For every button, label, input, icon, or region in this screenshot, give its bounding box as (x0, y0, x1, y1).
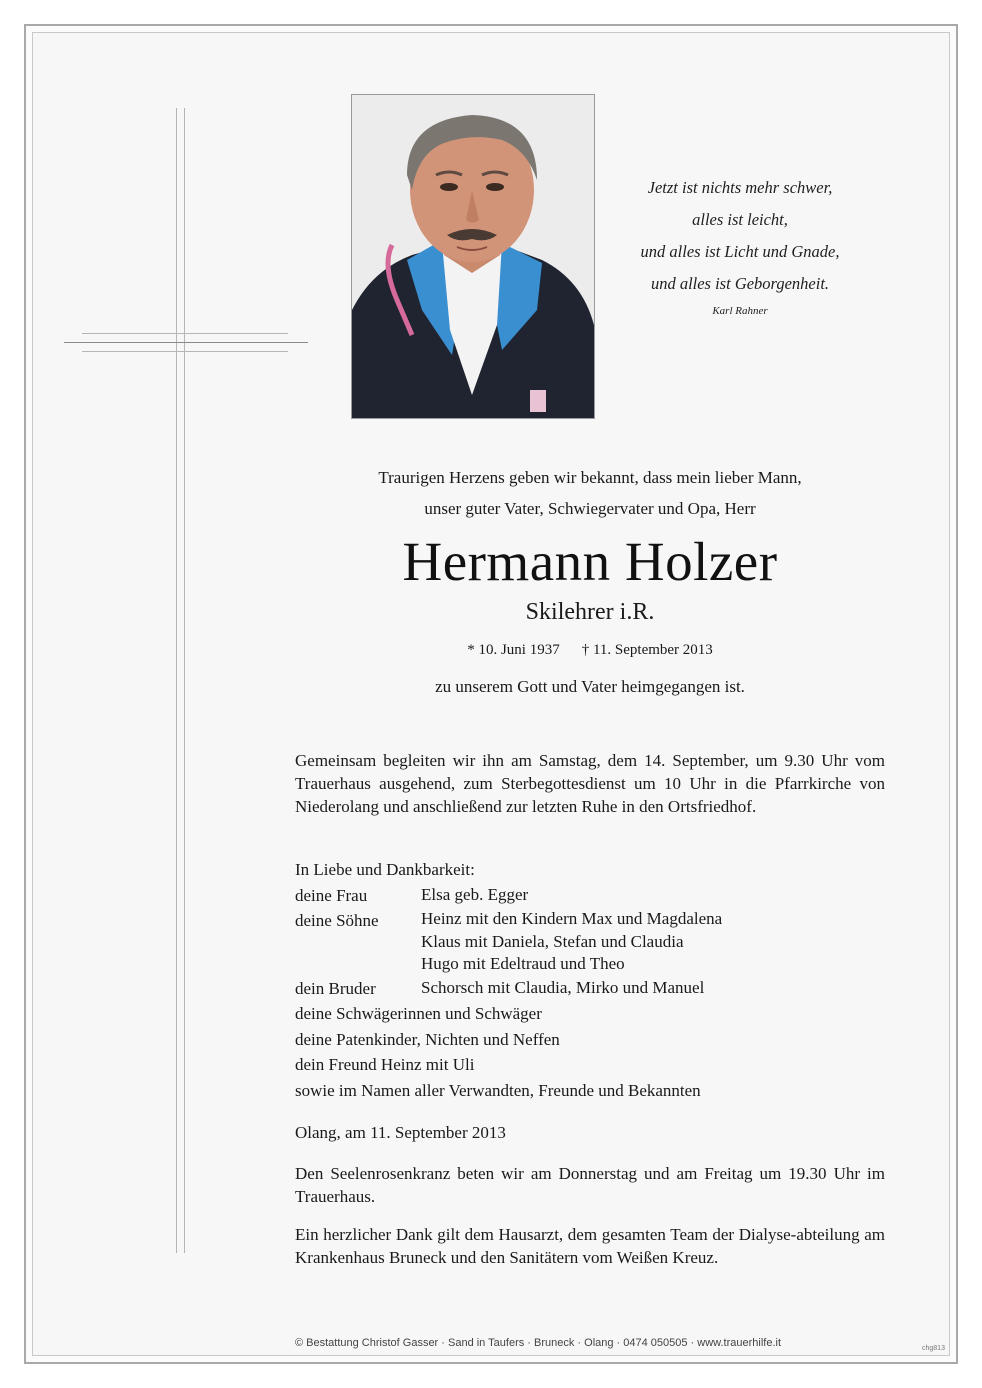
thanks-paragraph: Ein herzlicher Dank gilt dem Hausarzt, dem gesamten Team der Dialyse-abteilung am Krankenhaus Bruneck und den Sanitätern vom Weißen Kreuz. (295, 1225, 885, 1267)
quote-line: alles ist leicht, (692, 210, 788, 229)
relation-label: deine Frau (295, 885, 368, 905)
footer-credit: © Bestattung Christof Gasser · Sand in Taufers · Bruneck · Olang · 0474 050505 · www.trauerhilfe.it (295, 1337, 782, 1349)
funeral-paragraph: Gemeinsam begleiten wir ihn am Samstag, dem 14. September, um 9.30 Uhr vom Trauerhaus ausgehend, zum Sterbegottesdienst um 10 Uhr in die Pfarrkirche von Niederolang und anschließend zur letzten Ruhe in den Ortsfriedhof. (295, 751, 885, 816)
relation-label: dein Bruder (295, 978, 376, 998)
portrait-photo (351, 94, 595, 419)
passed-text: zu unserem Gott und Vater heimgegangen ist. (435, 677, 745, 696)
death-date: † 11. September 2013 (581, 642, 713, 658)
quote-line: und alles ist Licht und Gnade, (640, 242, 840, 261)
relation-names: Schorsch mit Claudia, Mirko und Manuel (421, 977, 705, 997)
rosary-paragraph: Den Seelenrosenkranz beten wir am Donnerstag und am Freitag um 19.30 Uhr im Trauerhaus. (295, 1164, 885, 1206)
family-other: deine Patenkinder, Nichten und Neffen (295, 1029, 560, 1049)
place-date: Olang, am 11. September 2013 (295, 1123, 506, 1142)
family-other: sowie im Namen aller Verwandten, Freunde und Bekannten (295, 1080, 701, 1100)
relation-label: deine Söhne (295, 911, 379, 930)
quote-author: Karl Rahner (712, 305, 768, 317)
family-list (295, 857, 885, 1103)
son-entry: Hugo mit Edeltraud und Theo (421, 954, 625, 973)
family-other: dein Freund Heinz mit Uli (295, 1055, 475, 1074)
birth-date: * 10. Juni 1937 (467, 642, 560, 658)
intro-line: Traurigen Herzens geben wir bekannt, dass mein lieber Mann, (378, 468, 802, 487)
life-dates (300, 638, 880, 662)
intro-line: unser guter Vater, Schwiegervater und Opa, Herr (424, 499, 756, 518)
son-entry: Klaus mit Daniela, Stefan und Claudia (421, 931, 684, 951)
document-code: chg813 (922, 1345, 945, 1352)
son-entry: Heinz mit den Kindern Max und Magdalena (421, 909, 723, 928)
intro-text (300, 462, 880, 524)
relation-names: Elsa geb. Egger (421, 884, 529, 904)
family-row-sons (295, 908, 885, 976)
family-other: deine Schwägerinnen und Schwäger (295, 1004, 542, 1023)
family-heading: In Liebe und Dankbarkeit: (295, 860, 475, 879)
deceased-name: Hermann Holzer (402, 531, 778, 592)
family-row-wife (295, 883, 885, 909)
quote-line: Jetzt ist nichts mehr schwer, (647, 178, 833, 197)
deceased-profession: Skilehrer i.R. (525, 599, 655, 625)
quote-line: und alles ist Geborgenheit. (650, 274, 830, 293)
family-row-brother (295, 976, 885, 1002)
relation-names (421, 908, 885, 976)
quote (610, 172, 870, 322)
